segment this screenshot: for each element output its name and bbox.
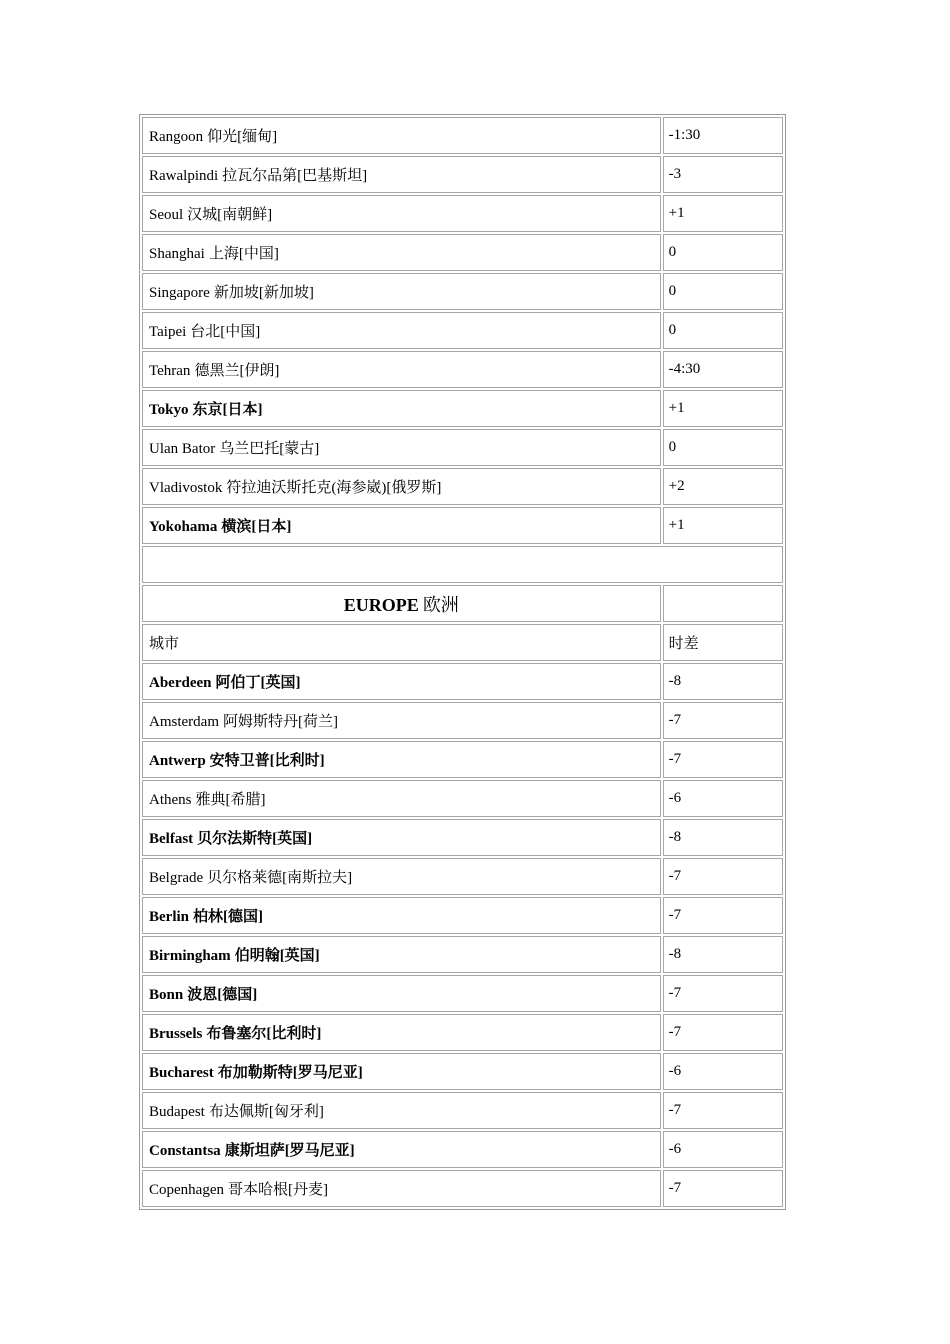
table-row	[142, 390, 783, 427]
city-cell	[142, 936, 661, 973]
city-cell	[142, 1014, 661, 1051]
city-name-zh-bold: 布鲁塞尔[比利时]	[206, 1026, 322, 1042]
city-name-zh: 符拉迪沃斯托克(海参崴)[俄罗斯]	[226, 480, 442, 496]
time-difference-cell: +1	[663, 390, 783, 427]
table-row	[142, 1053, 783, 1090]
time-difference-table	[139, 114, 786, 1210]
city-cell	[142, 1092, 661, 1129]
europe-header-cell	[142, 585, 661, 622]
city-name-zh: 汉城[南朝鲜]	[187, 207, 273, 223]
table-row	[142, 234, 783, 271]
europe-header-empty-cell	[663, 585, 783, 622]
city-cell	[142, 858, 661, 895]
table-row	[142, 117, 783, 154]
city-name-en: Belfast	[149, 831, 194, 847]
city-cell	[142, 897, 661, 934]
city-cell	[142, 273, 661, 310]
blank-cell	[142, 546, 783, 583]
city-name-en: Aberdeen	[149, 675, 212, 691]
time-difference-cell: -7	[663, 1170, 783, 1207]
city-name-en: Copenhagen	[149, 1182, 224, 1198]
time-difference-cell: -7	[663, 1092, 783, 1129]
city-cell	[142, 780, 661, 817]
city-name-en: Shanghai	[149, 246, 205, 262]
table-row	[142, 156, 783, 193]
city-cell	[142, 507, 661, 544]
time-difference-cell: 0	[663, 429, 783, 466]
time-difference-cell: -6	[663, 780, 783, 817]
city-name-zh: 上海[中国]	[208, 246, 279, 262]
city-name-zh: 哥本哈根[丹麦]	[227, 1182, 328, 1198]
city-name-en: Berlin	[149, 909, 189, 925]
city-name-zh: 德黑兰[伊朗]	[194, 363, 280, 379]
time-difference-cell: -6	[663, 1131, 783, 1168]
table-row	[142, 936, 783, 973]
city-name-en: Constantsa	[149, 1143, 221, 1159]
time-difference-cell: -7	[663, 741, 783, 778]
time-difference-cell: -8	[663, 663, 783, 700]
time-difference-cell: 0	[663, 234, 783, 271]
city-cell	[142, 975, 661, 1012]
city-name-en: Tokyo	[149, 402, 189, 418]
city-name-zh-bold: 安特卫普[比利时]	[209, 753, 325, 769]
table-row	[142, 780, 783, 817]
asia-section	[142, 117, 783, 544]
time-difference-cell: +1	[663, 507, 783, 544]
city-cell	[142, 312, 661, 349]
city-name-en: Seoul	[149, 207, 184, 223]
city-name-en: Singapore	[149, 285, 210, 301]
city-name-zh: 雅典[希腊]	[195, 792, 266, 808]
city-name-en: Bucharest	[149, 1065, 214, 1081]
city-cell	[142, 234, 661, 271]
time-difference-cell: -7	[663, 702, 783, 739]
city-name-zh-bold: 东京[日本]	[192, 402, 263, 418]
table-row	[142, 858, 783, 895]
time-difference-cell: -7	[663, 975, 783, 1012]
blank-row	[142, 546, 783, 583]
table-row	[142, 975, 783, 1012]
city-name-zh: 仰光[缅甸]	[207, 129, 278, 145]
table-row	[142, 429, 783, 466]
table-row	[142, 819, 783, 856]
city-cell	[142, 1170, 661, 1207]
time-difference-cell: -7	[663, 1014, 783, 1051]
city-name-zh-bold: 柏林[德国]	[193, 909, 263, 925]
city-name-zh: 阿姆斯特丹[荷兰]	[222, 714, 338, 730]
city-cell	[142, 663, 661, 700]
time-difference-cell: -4:30	[663, 351, 783, 388]
city-cell	[142, 390, 661, 427]
city-name-en: Brussels	[149, 1026, 203, 1042]
city-name-zh-bold: 波恩[德国]	[187, 987, 258, 1003]
time-difference-cell: -7	[663, 858, 783, 895]
city-cell	[142, 429, 661, 466]
city-name-en: Birmingham	[149, 948, 231, 964]
table-row	[142, 1131, 783, 1168]
table-row	[142, 351, 783, 388]
city-cell	[142, 1131, 661, 1168]
city-name-en: Rangoon	[149, 129, 204, 145]
city-name-zh: 贝尔格莱德[南斯拉夫]	[207, 870, 353, 886]
city-cell	[142, 156, 661, 193]
city-name-zh-bold: 布加勒斯特[罗马尼亚]	[217, 1065, 363, 1081]
city-name-zh-bold: 横滨[日本]	[221, 519, 292, 535]
time-difference-cell: -8	[663, 819, 783, 856]
time-difference-cell: -7	[663, 897, 783, 934]
time-difference-cell: -3	[663, 156, 783, 193]
city-cell	[142, 351, 661, 388]
city-cell	[142, 195, 661, 232]
city-name-en: Antwerp	[149, 753, 206, 769]
time-difference-cell: +1	[663, 195, 783, 232]
time-difference-cell: -8	[663, 936, 783, 973]
city-cell	[142, 1053, 661, 1090]
city-name-zh-bold: 伯明翰[英国]	[234, 948, 320, 964]
time-difference-cell: 0	[663, 312, 783, 349]
city-cell	[142, 819, 661, 856]
city-name-zh: 乌兰巴托[蒙古]	[219, 441, 320, 457]
city-name-en: Tehran	[149, 363, 191, 379]
city-name-en: Ulan Bator	[149, 441, 216, 457]
table-row	[142, 507, 783, 544]
table-row	[142, 897, 783, 934]
europe-section	[142, 663, 783, 1207]
city-name-en: Vladivostok	[149, 480, 223, 496]
city-name-zh: 台北[中国]	[190, 324, 261, 340]
city-cell	[142, 117, 661, 154]
column-header-city: 城市	[142, 624, 661, 661]
time-difference-cell: 0	[663, 273, 783, 310]
city-name-en: Yokohama	[149, 519, 218, 535]
table-row	[142, 273, 783, 310]
table-row	[142, 741, 783, 778]
city-name-en: Budapest	[149, 1104, 205, 1120]
time-difference-cell: -1:30	[663, 117, 783, 154]
table-row	[142, 1092, 783, 1129]
section-spacer	[142, 546, 783, 583]
city-name-en: Belgrade	[149, 870, 204, 886]
europe-header-row	[142, 585, 783, 622]
column-header-row	[142, 624, 783, 661]
table-row	[142, 663, 783, 700]
table-row	[142, 312, 783, 349]
table-row	[142, 1170, 783, 1207]
city-name-zh: 布达佩斯[匈牙利]	[208, 1104, 324, 1120]
time-difference-cell: -6	[663, 1053, 783, 1090]
table-row	[142, 468, 783, 505]
city-name-en: Taipei	[149, 324, 187, 340]
city-name-en: Bonn	[149, 987, 184, 1003]
city-cell	[142, 741, 661, 778]
city-name-en: Athens	[149, 792, 192, 808]
europe-title-en: EUROPE	[343, 594, 419, 615]
city-name-zh: 拉瓦尔品第[巴基斯坦]	[222, 168, 368, 184]
europe-header-section	[142, 585, 783, 661]
city-name-zh-bold: 贝尔法斯特[英国]	[197, 831, 313, 847]
city-name-zh-bold: 阿伯丁[英国]	[215, 675, 301, 691]
column-header-diff: 时差	[663, 624, 783, 661]
city-name-zh-bold: 康斯坦萨[罗马尼亚]	[224, 1143, 355, 1159]
city-cell	[142, 702, 661, 739]
city-name-en: Rawalpindi	[149, 168, 219, 184]
city-cell	[142, 468, 661, 505]
table-row	[142, 1014, 783, 1051]
europe-title-zh: 欧洲	[422, 594, 459, 615]
city-name-en: Amsterdam	[149, 714, 219, 730]
table-row	[142, 195, 783, 232]
table-row	[142, 702, 783, 739]
city-name-zh: 新加坡[新加坡]	[213, 285, 314, 301]
time-difference-cell: +2	[663, 468, 783, 505]
